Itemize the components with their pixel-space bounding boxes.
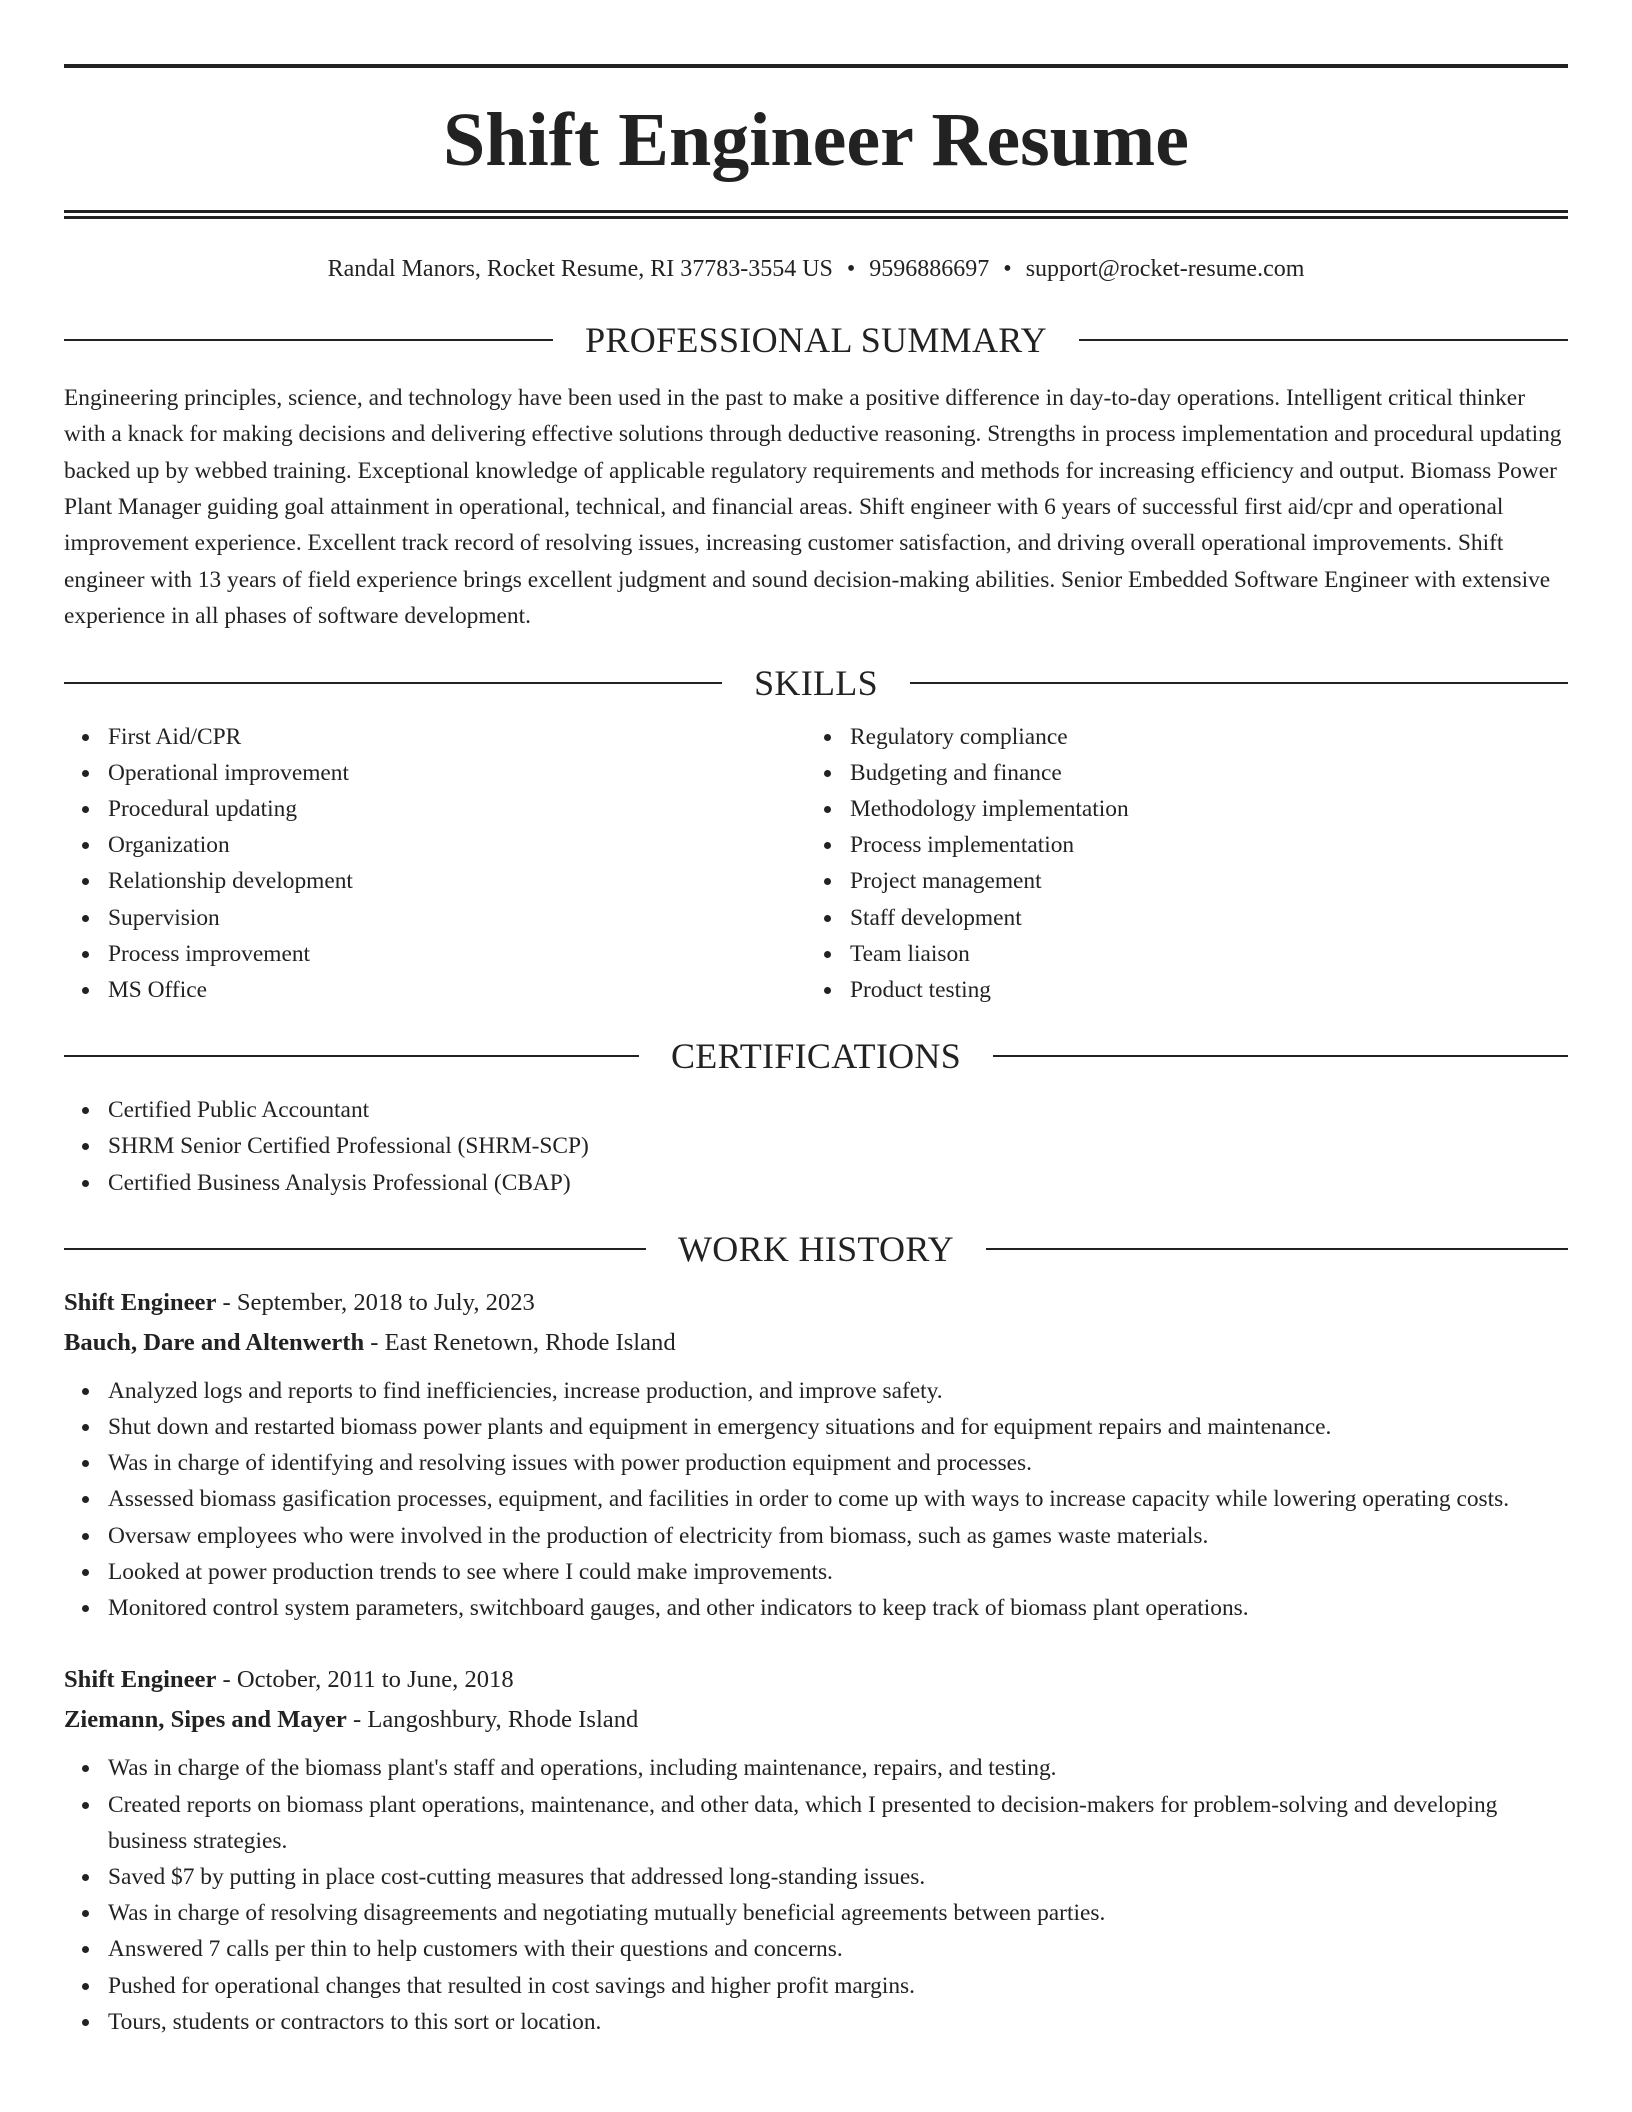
resume-page (64, 64, 1568, 2040)
list-item: Certified Business Analysis Professional (CBAP) (108, 1165, 1568, 1201)
list-item: Team liaison (850, 936, 1548, 972)
job-company-line (64, 1323, 1568, 1363)
list-item: Budgeting and finance (850, 755, 1548, 791)
list-item: Regulatory compliance (850, 719, 1548, 755)
section-rule-left (64, 1248, 646, 1250)
list-item: Was in charge of the biomass plant's staff and operations, including maintenance, repairs, and testing. (108, 1750, 1568, 1786)
section-rule-left (64, 1055, 639, 1057)
section-rule-right (986, 1248, 1568, 1250)
title-bottom-double-rule (64, 210, 1568, 219)
list-item: Certified Public Accountant (108, 1092, 1568, 1128)
job-title-line (64, 1660, 1568, 1700)
list-item: Methodology implementation (850, 791, 1548, 827)
skills-columns (64, 719, 1568, 1009)
job-entry (64, 1283, 1568, 1626)
list-item: Procedural updating (108, 791, 806, 827)
list-item: Staff development (850, 900, 1548, 936)
title-top-rule (64, 64, 1568, 68)
section-rule-left (64, 682, 722, 684)
list-item: Supervision (108, 900, 806, 936)
list-item: First Aid/CPR (108, 719, 806, 755)
contact-email: support@rocket-resume.com (1025, 256, 1305, 282)
section-title-work-history: WORK HISTORY (678, 1228, 954, 1269)
summary-text: Engineering principles, science, and technology have been used in the past to make a positive difference in day-to-day operations. Intelligent critical thinker with a knack for making decisions and delivering effective solutions through deductive reasoning. Strengths in process implementation and procedural updating backed up by webbed training. Exceptional knowledge of applicable regulatory requirements and methods for increasing efficiency and output. Biomass Power Plant Manager guiding goal attainment in operational, technical, and financial areas. Shift engineer with 6 years of successful first aid/cpr and operational improvement experience. Excellent track record of resolving issues, increasing customer satisfaction, and driving overall operational improvements. Shift engineer with 13 years of field experience brings excellent judgment and sound decision-making abilities. Senior Embedded Software Engineer with extensive experience in all phases of software development. (64, 384, 1562, 630)
job-entry (64, 1660, 1568, 2040)
list-item: Saved $7 by putting in place cost-cutting measures that addressed long-standing issues. (108, 1859, 1568, 1895)
list-item: Project management (850, 863, 1548, 899)
list-item: Answered 7 calls per thin to help customers with their questions and concerns. (108, 1931, 1568, 1967)
job-dates: - September, 2018 to July, 2023 (216, 1288, 535, 1316)
job-bullets (64, 1750, 1568, 2040)
list-item: Process improvement (108, 936, 806, 972)
list-item: Oversaw employees who were involved in the production of electricity from biomass, such as games waste materials. (108, 1518, 1568, 1554)
section-rule-right (910, 682, 1568, 684)
list-item: Operational improvement (108, 755, 806, 791)
job-title-line (64, 1283, 1568, 1323)
bullet-separator-icon: • (1003, 256, 1012, 282)
job-bullets (64, 1373, 1568, 1626)
contact-line (64, 255, 1568, 284)
list-item: Relationship development (108, 863, 806, 899)
list-item: Analyzed logs and reports to find inefficiencies, increase production, and improve safety. (108, 1373, 1568, 1409)
list-item: Product testing (850, 972, 1548, 1008)
list-item: Pushed for operational changes that resulted in cost savings and higher profit margins. (108, 1968, 1568, 2004)
list-item: Monitored control system parameters, switchboard gauges, and other indicators to keep track of biomass plant operations. (108, 1590, 1568, 1626)
section-rule-right (1079, 339, 1568, 341)
job-dates: - October, 2011 to June, 2018 (216, 1666, 514, 1694)
resume-title: Shift Engineer Resume (443, 98, 1189, 182)
skills-list-right (806, 719, 1548, 1009)
job-role: Shift Engineer (64, 1288, 217, 1316)
job-location: - East Renetown, Rhode Island (364, 1328, 676, 1356)
contact-address: Randal Manors, Rocket Resume, RI 37783-3554 US (327, 256, 833, 282)
skills-list-left (64, 719, 806, 1009)
section-header-summary (64, 319, 1568, 360)
job-company: Ziemann, Sipes and Mayer (64, 1706, 347, 1734)
section-header-certifications (64, 1036, 1568, 1077)
certifications-list (64, 1092, 1568, 1201)
bullet-separator-icon: • (846, 256, 856, 282)
section-header-skills (64, 662, 1568, 703)
list-item: MS Office (108, 972, 806, 1008)
certifications-block (64, 1092, 1568, 1201)
list-item: Shut down and restarted biomass power plants and equipment in emergency situations and for equipment repairs and maintenance. (108, 1409, 1568, 1445)
list-item: Created reports on biomass plant operations, maintenance, and other data, which I presented to decision-makers for problem-solving and developing business strategies. (108, 1787, 1568, 1859)
skills-column-right (806, 719, 1548, 1009)
job-company: Bauch, Dare and Altenwerth (64, 1328, 365, 1356)
list-item: Tours, students or contractors to this sort or location. (108, 2004, 1568, 2040)
list-item: Process implementation (850, 827, 1548, 863)
job-location: - Langoshbury, Rhode Island (346, 1706, 639, 1734)
job-role: Shift Engineer (64, 1666, 217, 1694)
section-title-summary: PROFESSIONAL SUMMARY (585, 319, 1047, 360)
list-item: Looked at power production trends to see where I could make improvements. (108, 1554, 1568, 1590)
list-item: Was in charge of identifying and resolving issues with power production equipment and processes. (108, 1445, 1568, 1481)
section-title-certifications: CERTIFICATIONS (670, 1036, 962, 1077)
skills-column-left (64, 719, 806, 1009)
section-title-skills: SKILLS (754, 662, 878, 703)
list-item: SHRM Senior Certified Professional (SHRM-SCP) (108, 1128, 1568, 1164)
list-item: Assessed biomass gasification processes, equipment, and facilities in order to come up with ways to increase capacity while lowering operating costs. (108, 1481, 1568, 1517)
list-item: Was in charge of resolving disagreements and negotiating mutually beneficial agreements between parties. (108, 1895, 1568, 1931)
section-rule-left (64, 339, 553, 341)
list-item: Organization (108, 827, 806, 863)
section-rule-right (993, 1055, 1568, 1057)
contact-phone: 9596886697 (869, 256, 990, 282)
job-company-line (64, 1700, 1568, 1740)
section-header-work-history (64, 1228, 1568, 1269)
